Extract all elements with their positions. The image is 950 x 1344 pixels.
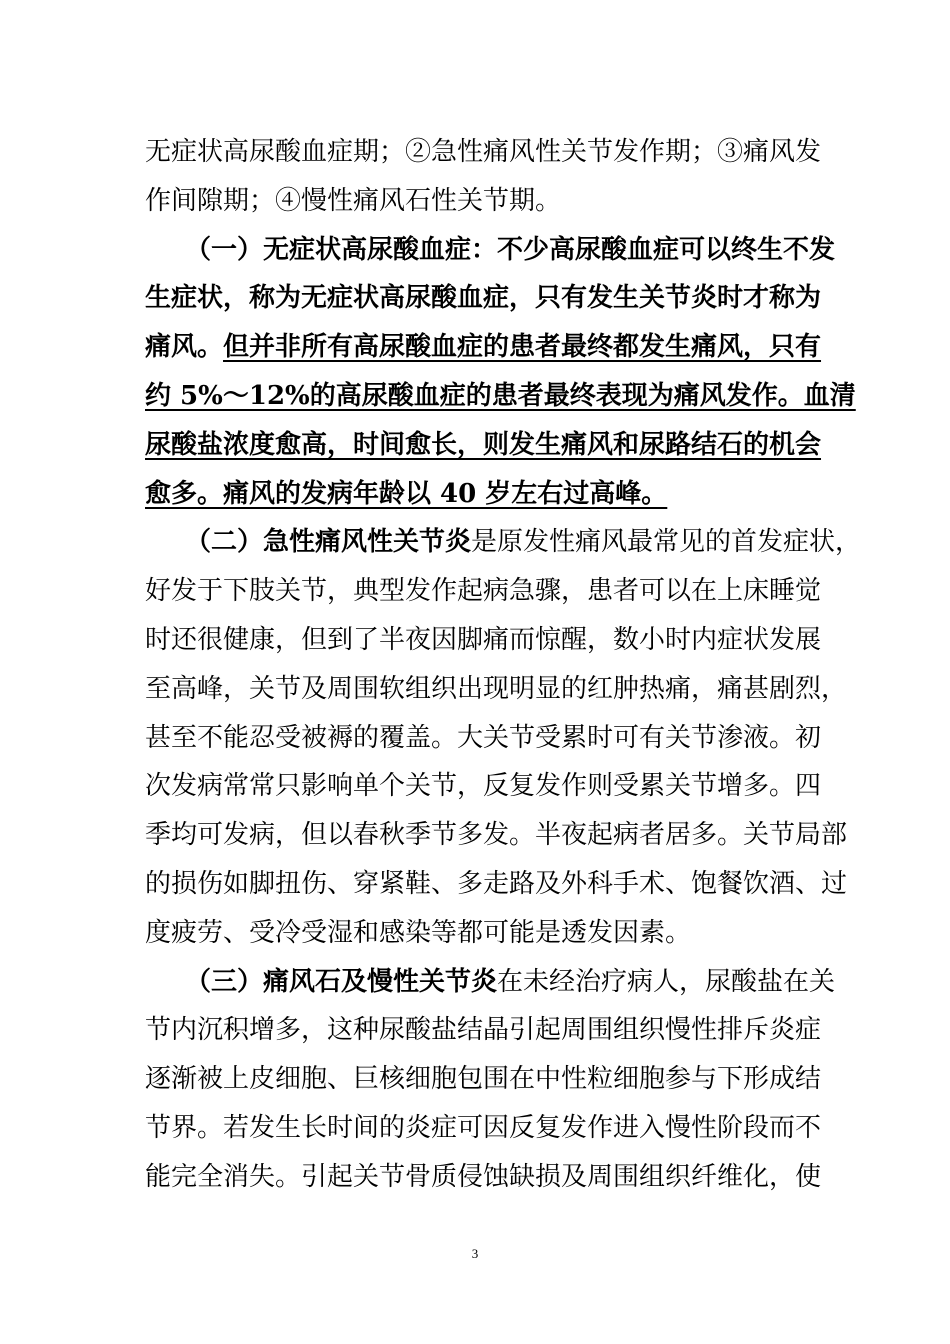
section-3-line-3: 逐渐被上皮细胞、巨核细胞包围在中性粒细胞参与下形成结 xyxy=(145,1064,822,1095)
section-3-line-1-rest: 在未经治疗病人，尿酸盐在关 xyxy=(497,966,836,997)
section-1-line-6-text: 愈多。痛风的发病年龄以 40 岁左右过高峰。 xyxy=(145,478,668,509)
section-1-line-3-underlined: 但并非所有高尿酸血症的患者最终都发生痛风，只有 xyxy=(223,332,822,363)
section-1-line-5 xyxy=(145,421,822,470)
section-2-heading: （二）急性痛风性关节炎 xyxy=(185,527,472,558)
section-2-line-6: 次发病常常只影响单个关节，反复发作则受累关节增多。四 xyxy=(145,771,822,802)
section-3-line-5: 能完全消失。引起关节骨质侵蚀缺损及周围组织纤维化，使 xyxy=(145,1161,822,1192)
section-2-line-4: 至高峰，关节及周围软组织出现明显的红肿热痛，痛甚剧烈， xyxy=(145,673,848,704)
section-1-line-4-text: 约 5%～12%的高尿酸血症的患者最终表现为痛风发作。血清 xyxy=(145,380,856,411)
section-2-line-1-rest: 是原发性痛风最常见的首发症状， xyxy=(471,527,862,558)
section-1-line-4 xyxy=(145,372,856,421)
section-1-line-3-plain: 痛风。 xyxy=(145,332,224,363)
section-2-line-5: 甚至不能忍受被褥的覆盖。大关节受累时可有关节渗液。初 xyxy=(145,722,822,753)
section-2-line-7: 季均可发病，但以春秋季节多发。半夜起病者居多。关节局部 xyxy=(145,820,848,851)
section-2-line-8: 的损伤如脚扭伤、穿紧鞋、多走路及外科手术、饱餐饮酒、过 xyxy=(145,868,848,899)
section-3-line-4: 节界。若发生长时间的炎症可因反复发作进入慢性阶段而不 xyxy=(145,1112,822,1143)
section-2-line-2: 好发于下肢关节，典型发作起病急骤，患者可以在上床睡觉 xyxy=(145,576,822,607)
section-1-line-3 xyxy=(145,323,822,372)
section-2-line-3: 时还很健康，但到了半夜因脚痛而惊醒，数小时内症状发展 xyxy=(145,624,822,655)
intro-line-2: 作间隙期；④慢性痛风石性关节期。 xyxy=(145,185,562,216)
page-number: 3 xyxy=(471,1246,479,1261)
section-2-line-1 xyxy=(145,518,862,567)
section-3-line-2: 节内沉积增多，这种尿酸盐结晶引起周围组织慢性排斥炎症 xyxy=(145,1015,822,1046)
section-3-line-1 xyxy=(145,958,836,1007)
section-1-line-5-text: 尿酸盐浓度愈高，时间愈长，则发生痛风和尿路结石的机会 xyxy=(145,429,822,460)
section-1-line-1: （一）无症状高尿酸血症：不少高尿酸血症可以终生不发 xyxy=(185,234,836,265)
intro-line-1: 无症状高尿酸血症期；②急性痛风性关节发作期；③痛风发 xyxy=(145,137,822,167)
section-1-line-2: 生症状，称为无症状高尿酸血症，只有发生关节炎时才称为 xyxy=(145,283,822,314)
section-1-line-6 xyxy=(145,470,807,519)
section-3-heading: （三）痛风石及慢性关节炎 xyxy=(185,966,498,997)
section-2-line-9: 度疲劳、受冷受湿和感染等都可能是透发因素。 xyxy=(145,917,692,948)
document-body xyxy=(145,128,862,1202)
